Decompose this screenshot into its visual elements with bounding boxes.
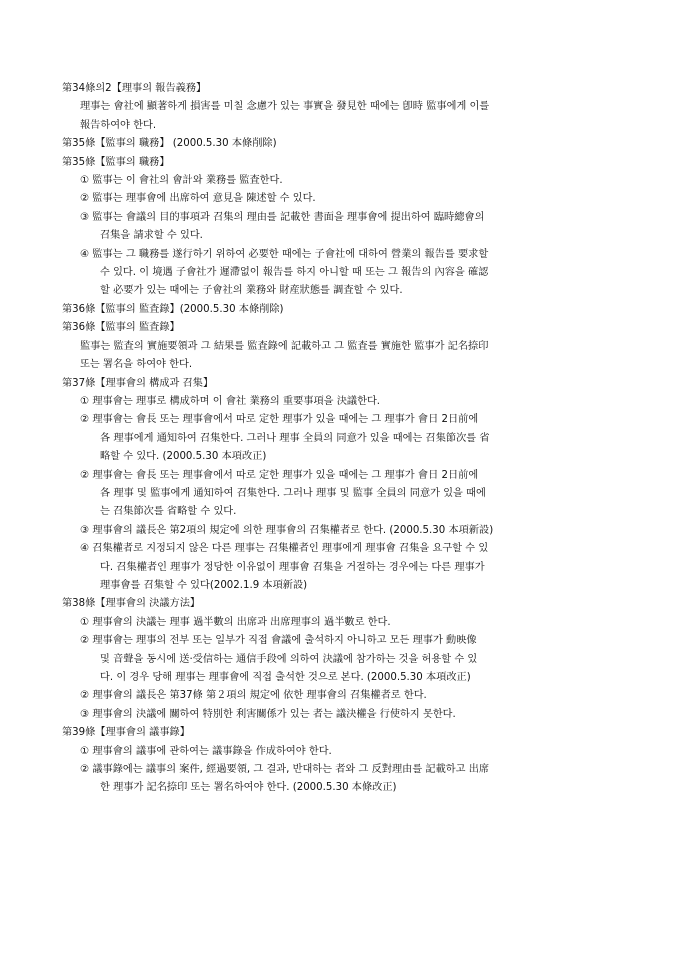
article-39-item-1: ① 理事會의 議事에 관하여는 議事錄을 作成하여야 한다. [80, 745, 332, 757]
article-38-item-2-old: ② 理事會는 理事의 전부 또는 일부가 직접 會議에 출석하지 아니하고 모든 理事가 動映像 [80, 635, 477, 647]
article-38-item-2-old-cont: 및 音聲을 동시에 送·受信하는 通信手段에 의하여 決議에 참가하는 것을 허용할 수 있 [100, 653, 478, 665]
article-37-item-4-cont: 다. 召集權者인 理事가 정당한 이유없이 理事會 召集을 거절하는 경우에는 다른 理事가 [100, 561, 485, 573]
article-35-item-2: ② 監事는 理事會에 出席하여 意見을 陳述할 수 있다. [80, 193, 316, 205]
article-35-deleted-heading: 第35條【監事의 職務】 (2000.5.30 本條削除) [62, 138, 277, 150]
article-37-heading: 第37條【理事會의 構成과 召集】 [62, 377, 214, 389]
article-35-item-3-cont: 召集을 請求할 수 있다. [100, 230, 203, 242]
article-38-item-1: ① 理事會의 決議는 理事 過半數의 出席과 出席理事의 過半數로 한다. [80, 616, 391, 628]
article-36-heading: 第36條【監事의 監査錄】 [62, 322, 180, 334]
article-37-item-2-old-cont: 各 理事에게 通知하여 召集한다. 그러나 理事 全員의 同意가 있을 때에는 召集節次를 省 [100, 432, 490, 444]
article-39-item-2-cont: 한 理事가 記名捺印 또는 署名하여야 한다. (2000.5.30 本條改正) [100, 782, 397, 794]
article-38-item-3: ③ 理事會의 決議에 關하여 特別한 利害關係가 있는 者는 議決權을 行使하지 못한다. [80, 708, 456, 720]
article-38-item-2: ② 理事會의 議長은 第37條 第２項의 規定에 依한 理事會의 召集權者로 한다. [80, 690, 427, 702]
article-37-item-3: ③ 理事會의 議長은 第2項의 規定에 의한 理事會의 召集權者로 한다. (2000.5.30 本項新設) [80, 524, 494, 536]
article-35-item-4-cont: 할 必要가 있는 때에는 子會社의 業務와 財産狀態를 調査할 수 있다. [100, 285, 403, 297]
article-37-item-2-cont: 는 召集節次를 省略할 수 있다. [100, 506, 237, 518]
article-37-item-4: ④ 召集權者로 지정되지 않은 다른 理事는 召集權者인 理事에게 理事會 召集을 요구할 수 있 [80, 543, 489, 555]
article-34-2-text: 理事는 會社에 顯著하게 損害를 미칠 念慮가 있는 事實을 發見한 때에는 卽時 監事에게 이를 [80, 101, 490, 113]
article-38-item-2-old-cont: 다. 이 경우 당해 理事는 理事會에 직접 출석한 것으로 본다. (2000.5.30 本項改正) [100, 672, 471, 683]
document-body [62, 80, 624, 798]
article-36-text-cont: 또는 署名을 하여야 한다. [80, 359, 193, 371]
article-39-heading: 第39條【理事會의 議事錄】 [62, 727, 190, 739]
article-36-text: 監事는 監査의 實施要領과 그 結果를 監査錄에 記載하고 그 監査를 實施한 監事가 記名捺印 [80, 340, 489, 352]
article-38-heading: 第38條【理事會의 決議方法】 [62, 598, 201, 610]
article-34-2-text-cont: 報告하여야 한다. [80, 119, 157, 131]
article-37-item-1: ① 理事會는 理事로 構成하며 이 會社 業務의 重要事項을 決議한다. [80, 395, 381, 407]
article-35-item-1: ① 監事는 이 會社의 會計와 業務를 監査한다. [80, 175, 283, 187]
article-35-heading: 第35條【監事의 職務】 [62, 156, 170, 168]
article-37-item-2-old: ② 理事會는 會長 또는 理事會에서 따로 定한 理事가 있을 때에는 그 理事가 會日 2日前에 [80, 414, 479, 426]
article-37-item-2-cont: 各 理事 및 監事에게 通知하여 召集한다. 그러나 理事 및 監事 全員의 同意가 있을 때에 [100, 487, 486, 499]
article-37-item-2: ② 理事會는 會長 또는 理事會에서 따로 定한 理事가 있을 때에는 그 理事가 會日 2日前에 [80, 469, 479, 481]
article-34-2-heading: 第34條의2【理事의 報告義務】 [62, 83, 207, 94]
article-35-item-4: ④ 監事는 그 職務를 遂行하기 위하여 必要한 때에는 子會社에 대하여 營業의 報告를 要求할 [80, 248, 489, 260]
article-37-item-2-old-cont: 略할 수 있다. (2000.5.30 本項改正) [100, 451, 267, 463]
article-39-item-2: ② 議事錄에는 議事의 案件, 經過要領, 그 결과, 반대하는 者와 그 反對理由를 記載하고 出席 [80, 764, 490, 776]
article-37-item-4-cont: 理事會를 召集할 수 있다(2002.1.9 本項新設) [100, 579, 308, 591]
article-35-item-4-cont: 수 있다. 이 境遇 子會社가 遲滯없이 報告를 하지 아니할 때 또는 그 報告의 內容을 確認 [100, 267, 489, 279]
article-36-deleted-heading: 第36條【監事의 監査錄】(2000.5.30 本條削除) [62, 303, 284, 315]
article-35-item-3: ③ 監事는 會議의 目的事項과 召集의 理由를 記載한 書面을 理事會에 提出하여 臨時總會의 [80, 211, 485, 223]
